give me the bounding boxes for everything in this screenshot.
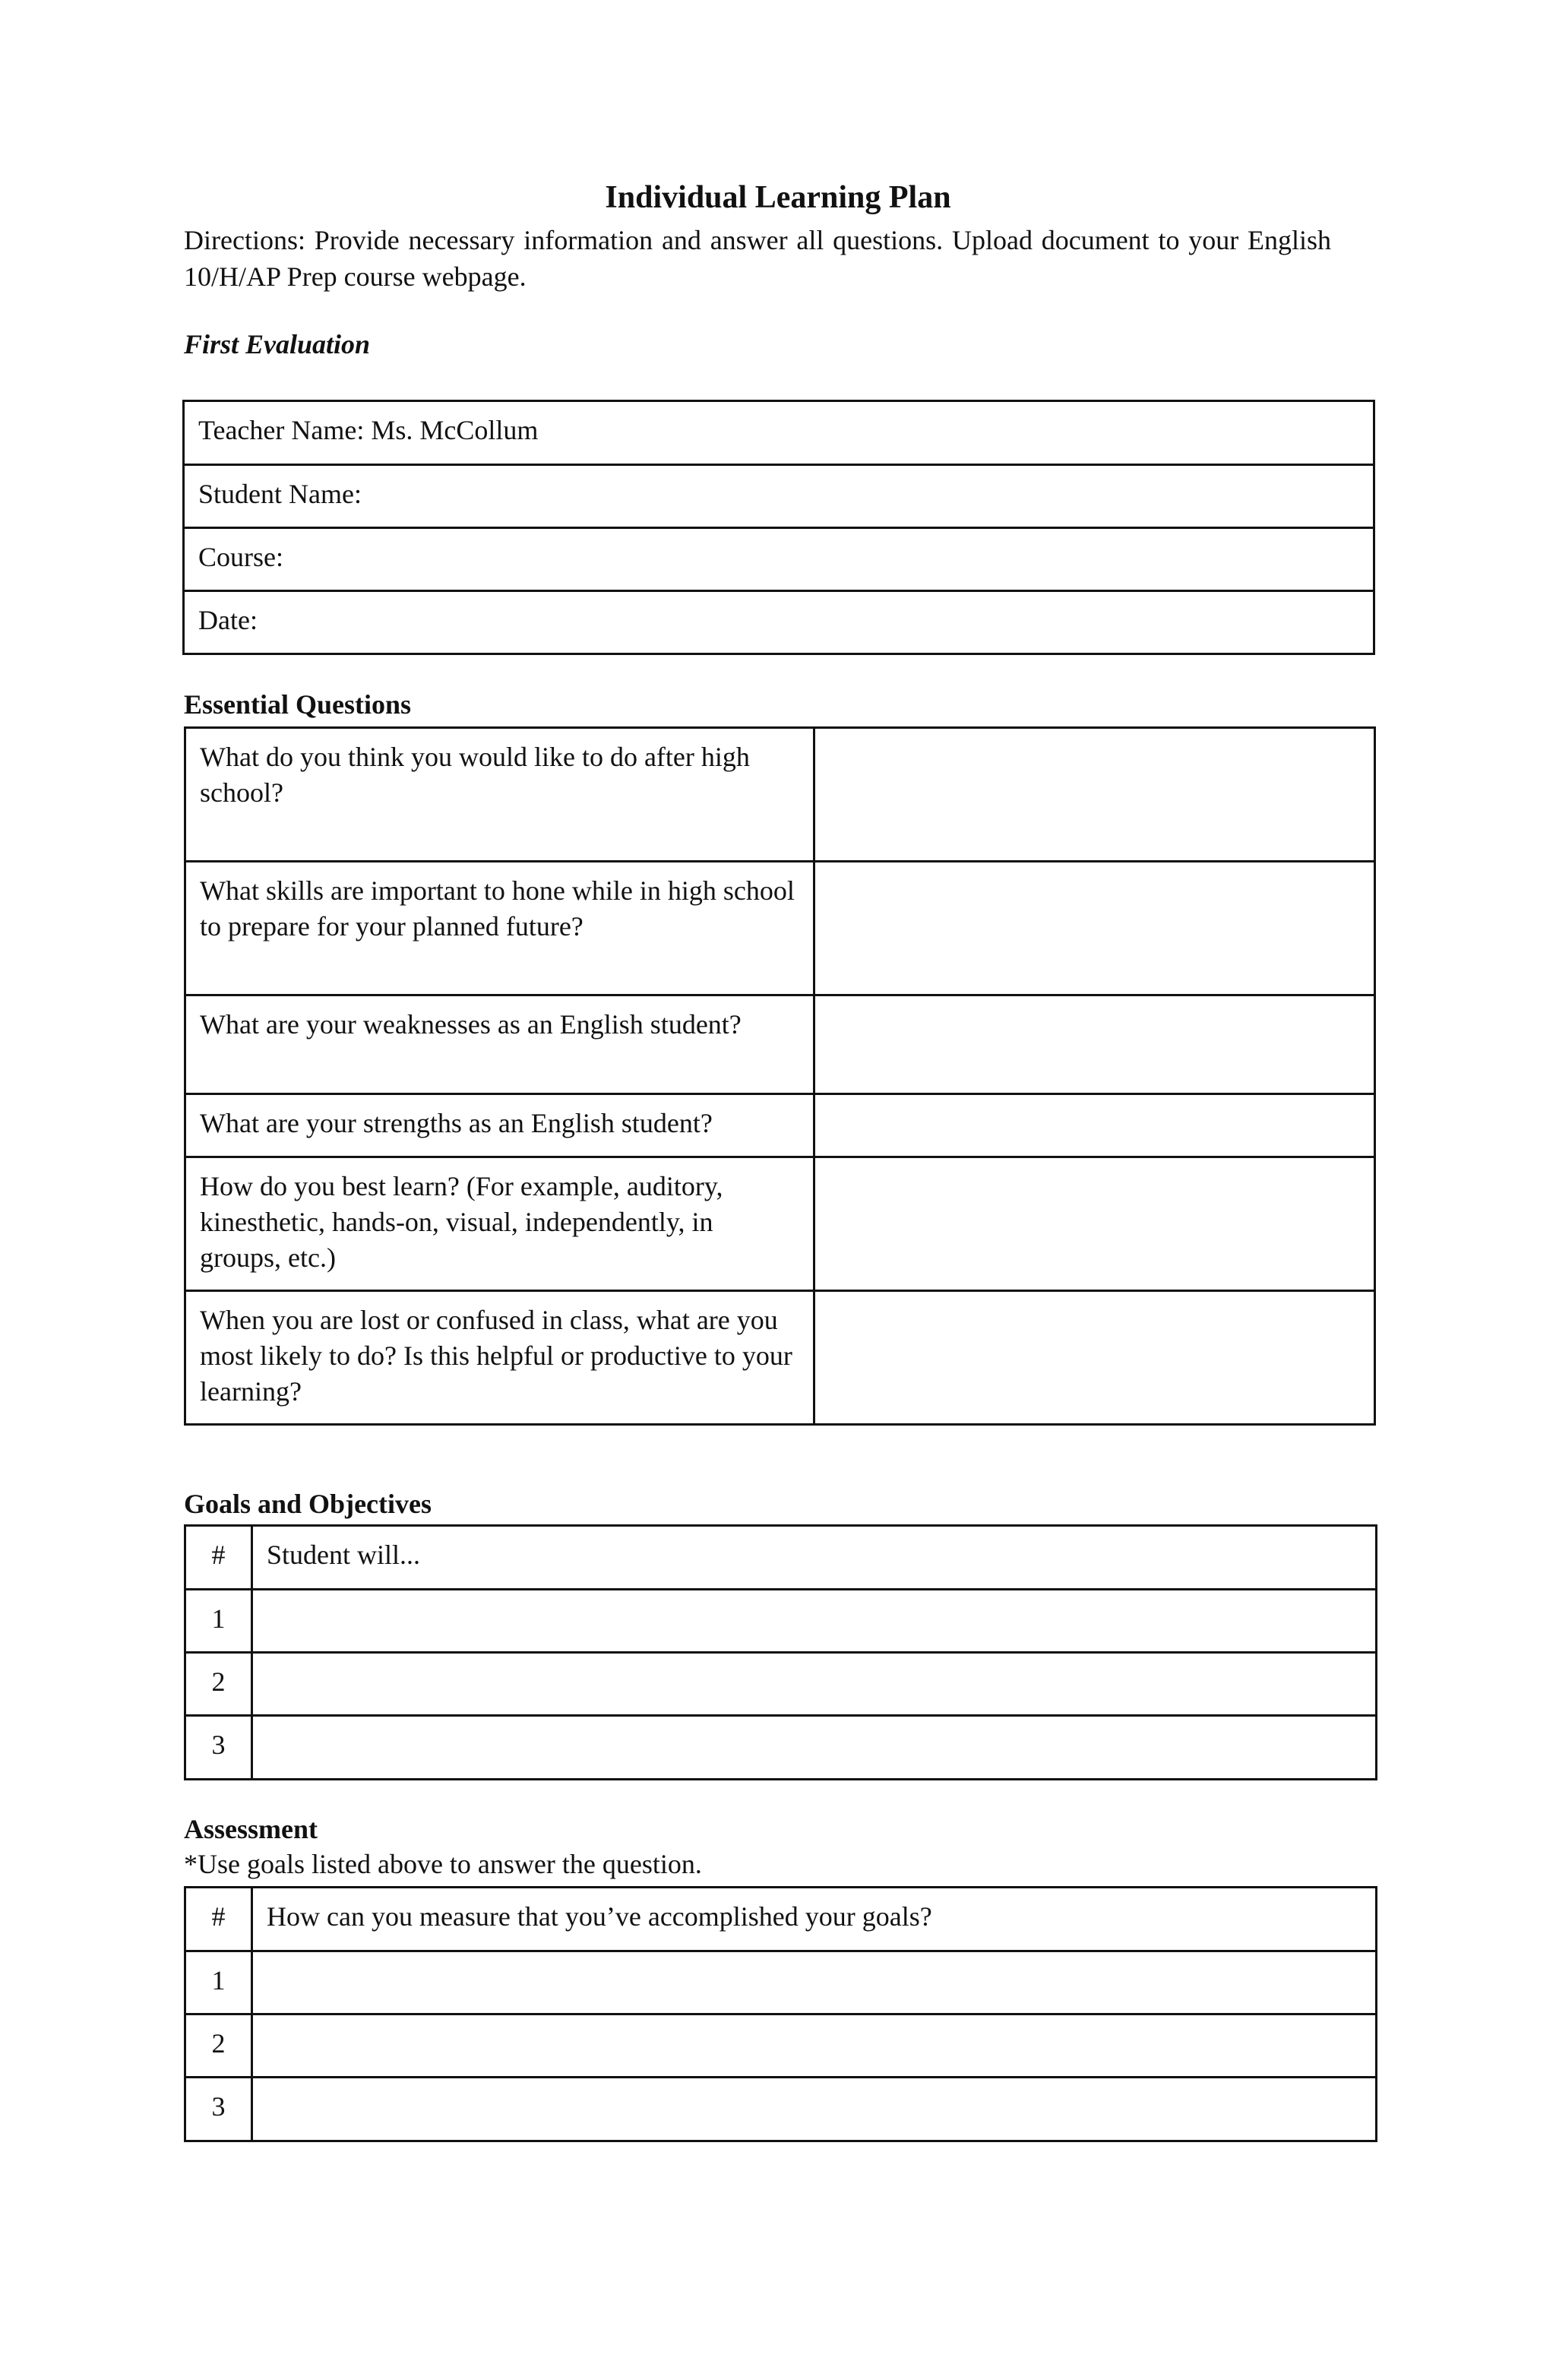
answer-cell[interactable] <box>814 728 1375 862</box>
assessment-number: 3 <box>185 2078 252 2141</box>
assessment-number: 1 <box>185 1951 252 2014</box>
question-cell: When you are lost or confused in class, what are you most likely to do? Is this helpful or productive to your learning? <box>185 1291 814 1425</box>
directions-text: Directions: Provide necessary information and answer all questions. Upload document to your English 10/H/AP Prep course webpage. <box>184 225 1331 292</box>
page-title: Individual Learning Plan <box>605 180 951 215</box>
goal-number: 1 <box>185 1590 252 1653</box>
assessment-field[interactable] <box>252 1951 1377 2014</box>
answer-cell[interactable] <box>814 1094 1375 1157</box>
goal-number: 2 <box>185 1653 252 1716</box>
question-cell: What skills are important to hone while in high school to prepare for your planned future? <box>185 862 814 995</box>
goal-field[interactable] <box>252 1590 1377 1653</box>
course-field[interactable]: Course: <box>184 528 1374 591</box>
date-field[interactable]: Date: <box>184 591 1374 654</box>
essential-questions-heading: Essential Questions <box>184 689 412 720</box>
answer-cell[interactable] <box>814 1157 1375 1291</box>
first-evaluation-heading: First Evaluation <box>184 329 371 359</box>
assessment-field[interactable] <box>252 2078 1377 2141</box>
first-evaluation-table <box>182 400 1375 655</box>
goal-number: 3 <box>185 1716 252 1780</box>
assessment-question-header: How can you measure that you’ve accomplished your goals? <box>252 1888 1377 1951</box>
question-cell: What do you think you would like to do after high school? <box>185 728 814 862</box>
answer-cell[interactable] <box>814 995 1375 1094</box>
student-name-field[interactable]: Student Name: <box>184 465 1374 528</box>
question-cell: How do you best learn? (For example, auditory, kinesthetic, hands-on, visual, independently, in groups, etc.) <box>185 1157 814 1291</box>
answer-cell[interactable] <box>814 1291 1375 1425</box>
answer-cell[interactable] <box>814 862 1375 995</box>
essential-questions-table <box>184 726 1376 1426</box>
question-cell: What are your weaknesses as an English student? <box>185 995 814 1094</box>
goal-field[interactable] <box>252 1653 1377 1716</box>
assessment-table <box>184 1886 1377 2142</box>
goals-number-header: # <box>185 1526 252 1590</box>
goals-table <box>184 1524 1377 1780</box>
goals-heading: Goals and Objectives <box>184 1489 432 1519</box>
goals-text-header: Student will... <box>252 1526 1377 1590</box>
assessment-note: *Use goals listed above to answer the question. <box>184 1849 702 1879</box>
assessment-heading: Assessment <box>184 1814 318 1844</box>
goal-field[interactable] <box>252 1716 1377 1780</box>
question-cell: What are your strengths as an English student? <box>185 1094 814 1157</box>
assessment-field[interactable] <box>252 2014 1377 2078</box>
assessment-number-header: # <box>185 1888 252 1951</box>
teacher-name-field[interactable]: Teacher Name: Ms. McCollum <box>184 401 1374 465</box>
assessment-number: 2 <box>185 2014 252 2078</box>
